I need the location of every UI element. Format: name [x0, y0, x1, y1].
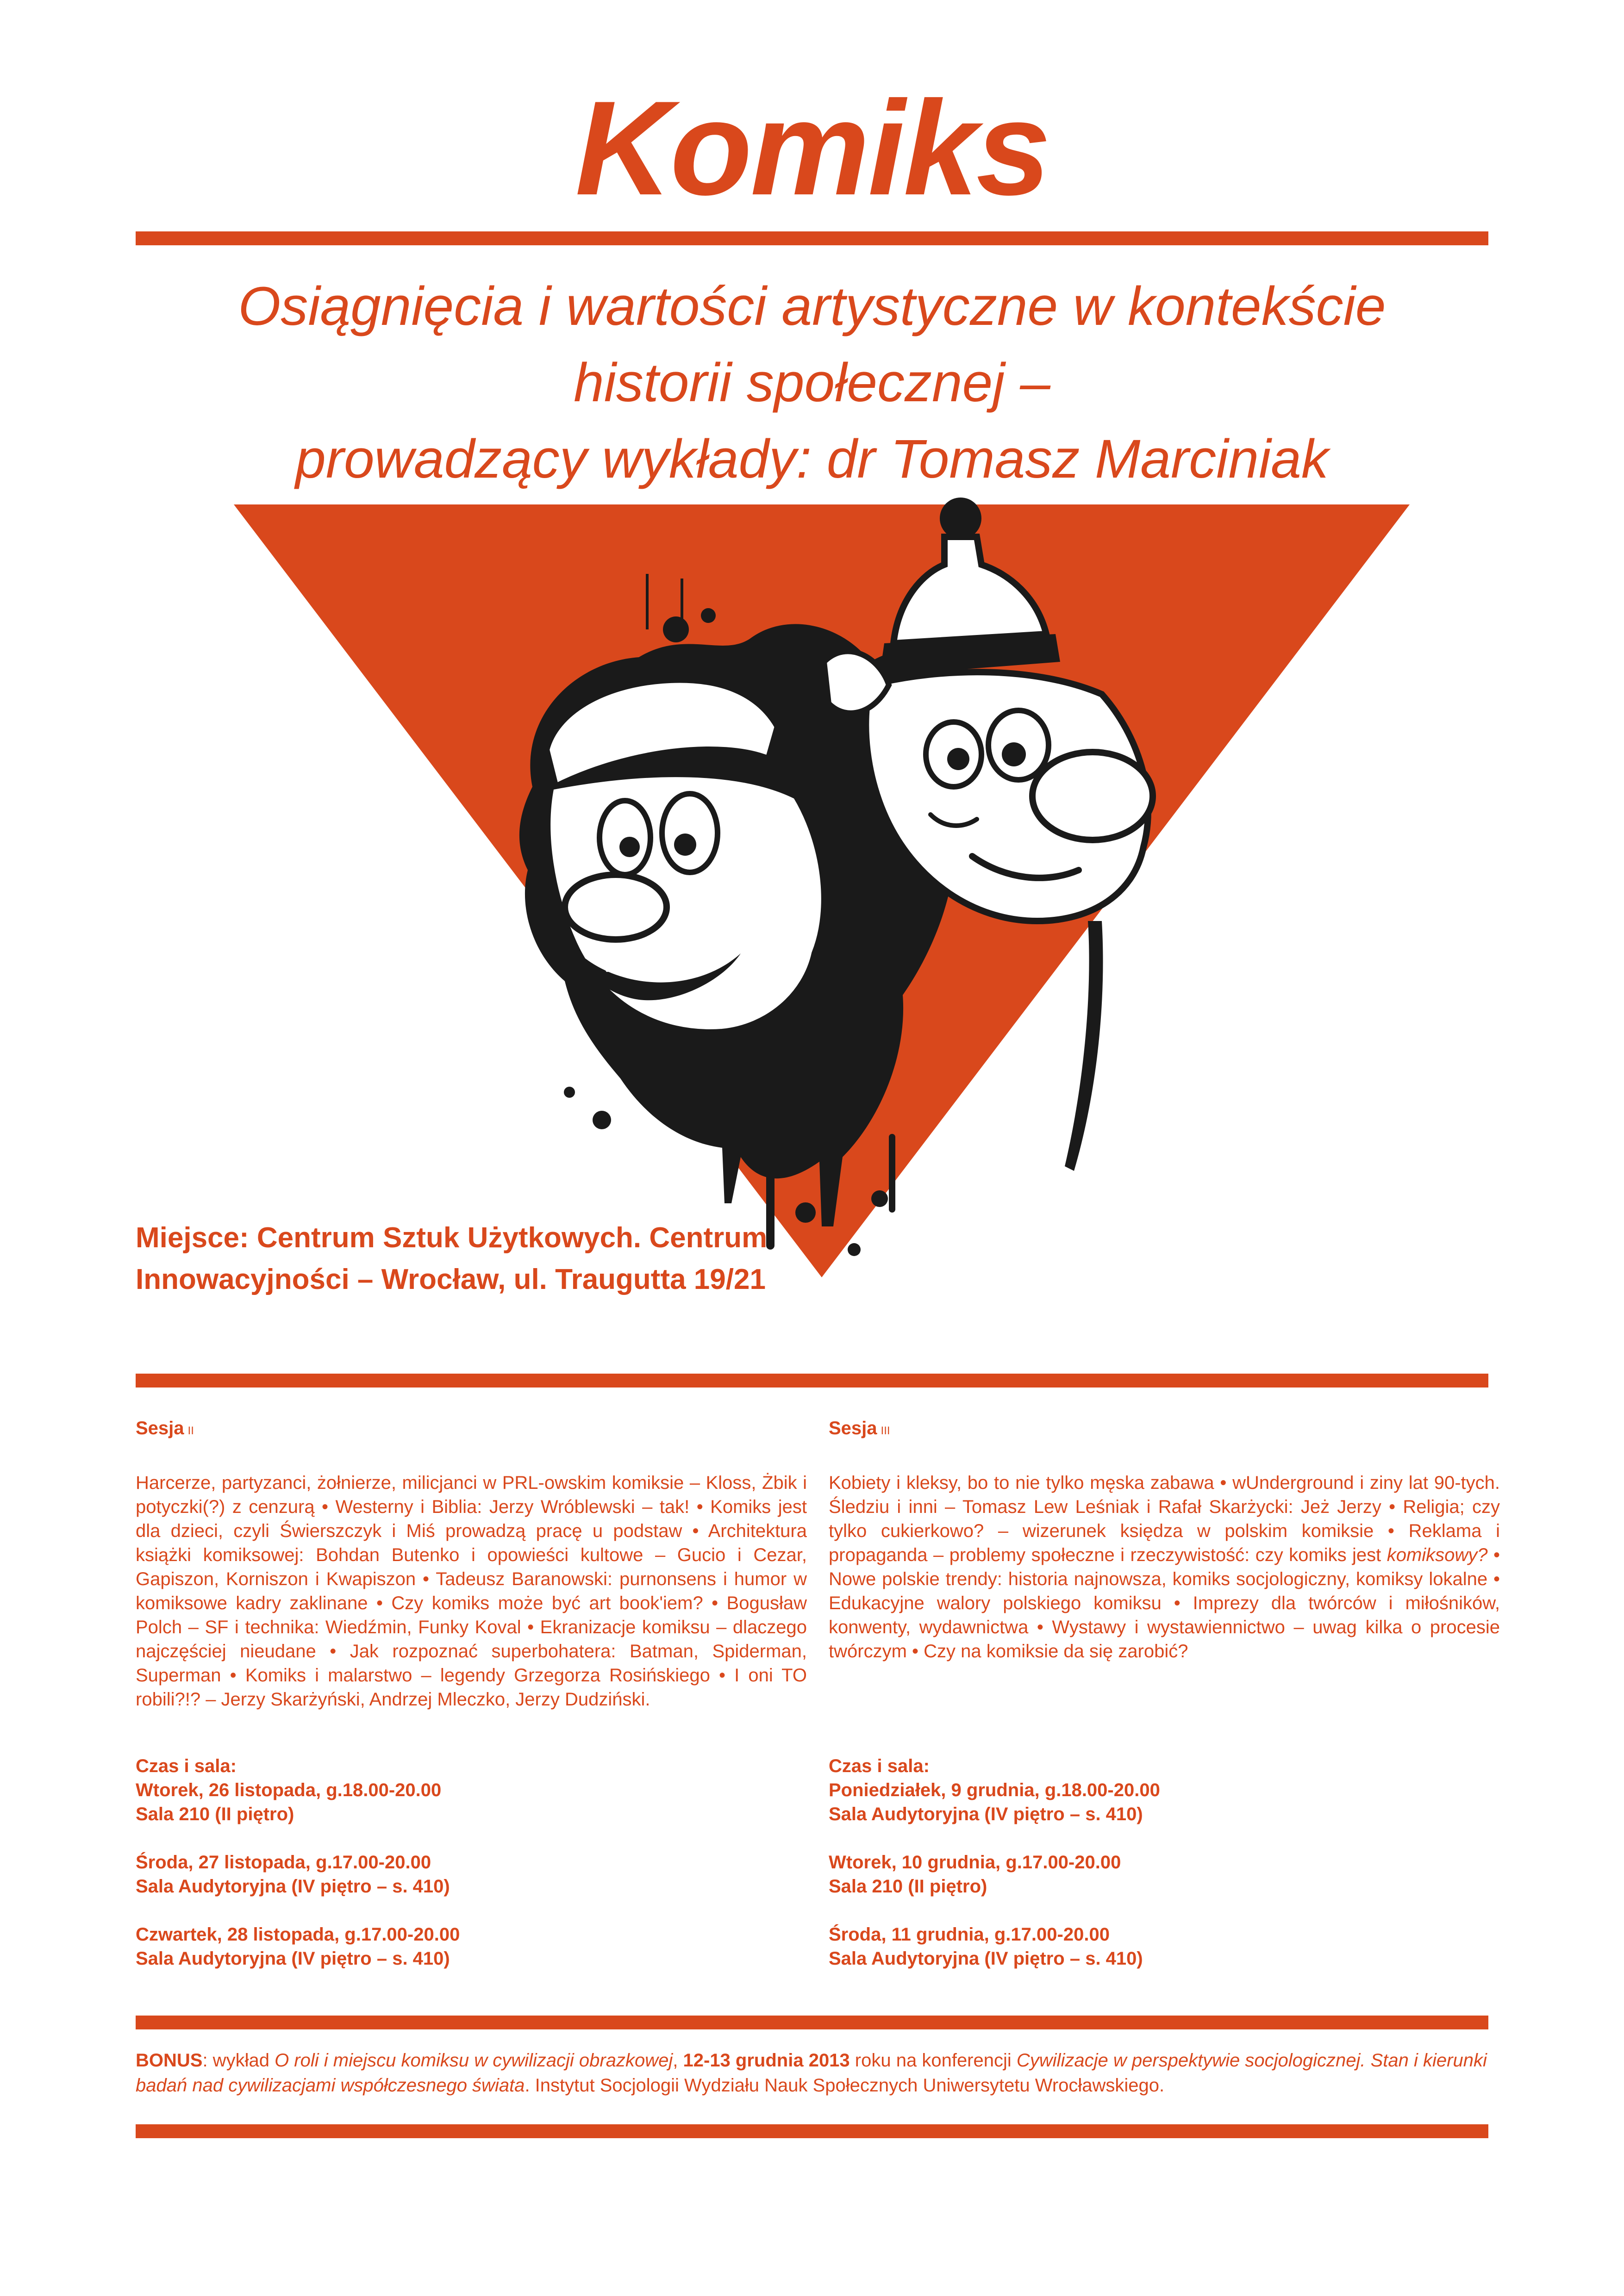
bonus-dates: 12-13 grudnia 2013: [683, 2050, 850, 2071]
poster-title: Komiks: [575, 73, 1049, 223]
schedule-room: Sala Audytoryjna (IV piętro – s. 410): [136, 1948, 450, 1969]
schedule-item: [136, 1923, 807, 1971]
session-iii-column: [829, 1416, 1500, 1663]
bonus-text: : wykład: [202, 2050, 275, 2071]
session-numeral: II: [187, 1425, 194, 1437]
session-iii-schedule: [829, 1754, 1500, 1995]
section-divider-bonus-top: [136, 2016, 1488, 2029]
schedule-date: Czwartek, 28 listopada, g.17.00-20.00: [136, 1924, 460, 1945]
schedule-item: [136, 1850, 807, 1898]
session-ii-heading: [136, 1416, 807, 1443]
schedule-item: [136, 1778, 807, 1826]
bonus-note: [136, 2048, 1488, 2098]
schedule-room: Sala Audytoryjna (IV piętro – s. 410): [829, 1804, 1143, 1824]
venue-info: [136, 1217, 830, 1300]
schedule-date: Poniedziałek, 9 grudnia, g.18.00-20.00: [829, 1780, 1160, 1800]
bottom-divider: [136, 2124, 1488, 2138]
subtitle-line-3: prowadzący wykłady: dr Tomasz Marciniak: [295, 429, 1329, 490]
session-iii-heading: [829, 1416, 1500, 1443]
schedule-date: Wtorek, 10 grudnia, g.17.00-20.00: [829, 1852, 1121, 1873]
schedule-label: Czas i sala:: [136, 1756, 237, 1776]
bonus-label: BONUS: [136, 2050, 203, 2071]
schedule-date: Wtorek, 26 listopada, g.18.00-20.00: [136, 1780, 442, 1800]
schedule-item: [829, 1850, 1500, 1898]
venue-line-2: Innowacyjności – Wrocław, ul. Traugutta 19/21: [136, 1263, 766, 1295]
schedule-room: Sala 210 (II piętro): [136, 1804, 294, 1824]
schedule-item: [829, 1778, 1500, 1826]
session-label: Sesja: [829, 1418, 877, 1438]
bonus-text: . Instytut Socjologii Wydziału Nauk Społecznych Uniwersytetu Wrocławskiego.: [525, 2075, 1165, 2096]
schedule-room: Sala Audytoryjna (IV piętro – s. 410): [829, 1948, 1143, 1969]
session-ii-schedule: [136, 1754, 807, 1995]
venue-line-1: Miejsce: Centrum Sztuk Użytkowych. Centrum: [136, 1222, 768, 1254]
session-label: Sesja: [136, 1418, 184, 1438]
schedule-room: Sala 210 (II piętro): [829, 1876, 987, 1897]
session-numeral: III: [881, 1425, 890, 1437]
schedule-label: Czas i sala:: [829, 1756, 930, 1776]
description-text: • Nowe polskie trendy: historia najnowsza, komiks socjologiczny, komiksy lokalne • Edukacyjne walory polskiego komiksu • Imprezy dla twórców i miłośników, konwenty, wydawnictwa • Wystawy i wystawiennictwo – uwag kilka o procesie twórczym • Czy na komiksie da się zarobić?: [829, 1545, 1500, 1661]
bonus-lecture-title: O roli i miejscu komiksu w cywilizacji obrazkowej: [275, 2050, 673, 2071]
schedule-date: Środa, 27 listopada, g.17.00-20.00: [136, 1852, 431, 1873]
section-divider-top: [136, 1374, 1488, 1388]
description-italic: komiksowy?: [1387, 1545, 1488, 1565]
schedule-room: Sala Audytoryjna (IV piętro – s. 410): [136, 1876, 450, 1897]
subtitle-line-1: Osiągnięcia i wartości artystyczne w kontekście: [238, 276, 1386, 337]
bonus-text: ,: [673, 2050, 683, 2071]
bonus-text: roku na konferencji: [849, 2050, 1017, 2071]
subtitle-line-2: historii społecznej –: [574, 352, 1050, 413]
schedule-item: [829, 1923, 1500, 1971]
bonus-conference: Cywilizacje w perspektywie socjologicznej. Stan i kierunki badań nad cywilizacjami współczesnego świata: [136, 2050, 1487, 2096]
session-ii-description: Harcerze, partyzanci, żołnierze, milicjanci w PRL-owskim komiksie – Kloss, Żbik i potyczki(?) z cenzurą • Westerny i Biblia: Jerzy Wróblewski – tak! • Komiks jest dla dzieci, czyli Świerszczyk i Miś prowadzą pracę u podstaw • Architektura książki komiksowej: Bohdan Butenko i opowieści kultowe – Gucio i Cezar, Gapiszon, Korniszon i Kwapiszon • Tadeusz Baranowski: purnonsens i humor w komiksowe kadry zaklinane • Czy komiks może być art book'iem? • Bogusław Polch – SF i technika: Wiedźmin, Funky Koval • Ekranizacje komiksu – dlaczego najczęściej nieudane • Jak rozpoznać superbohatera: Batman, Spiderman, Superman • Komiks i malarstwo – legendy Grzegorza Rosińskiego • I oni TO robili?!? – Jerzy Skarżyński, Andrzej Mleczko, Jerzy Dudziński.: [136, 1473, 807, 1710]
session-iii-description: [829, 1471, 1500, 1663]
schedule-date: Środa, 11 grudnia, g.17.00-20.00: [829, 1924, 1110, 1945]
description-text: Kobiety i kleksy, bo to nie tylko męska zabawa • wUnderground i ziny lat 90-tych. Śledziu i inni – Tomasz Lew Leśniak i Rafał Skarżycki: Jeż Jerzy • Religia; czy tylko cukierkowo? – wizerunek księdza w polskim komiksie • Reklama i propaganda – problemy społeczne i rzeczywistość: czy komiks jest: [829, 1473, 1500, 1565]
